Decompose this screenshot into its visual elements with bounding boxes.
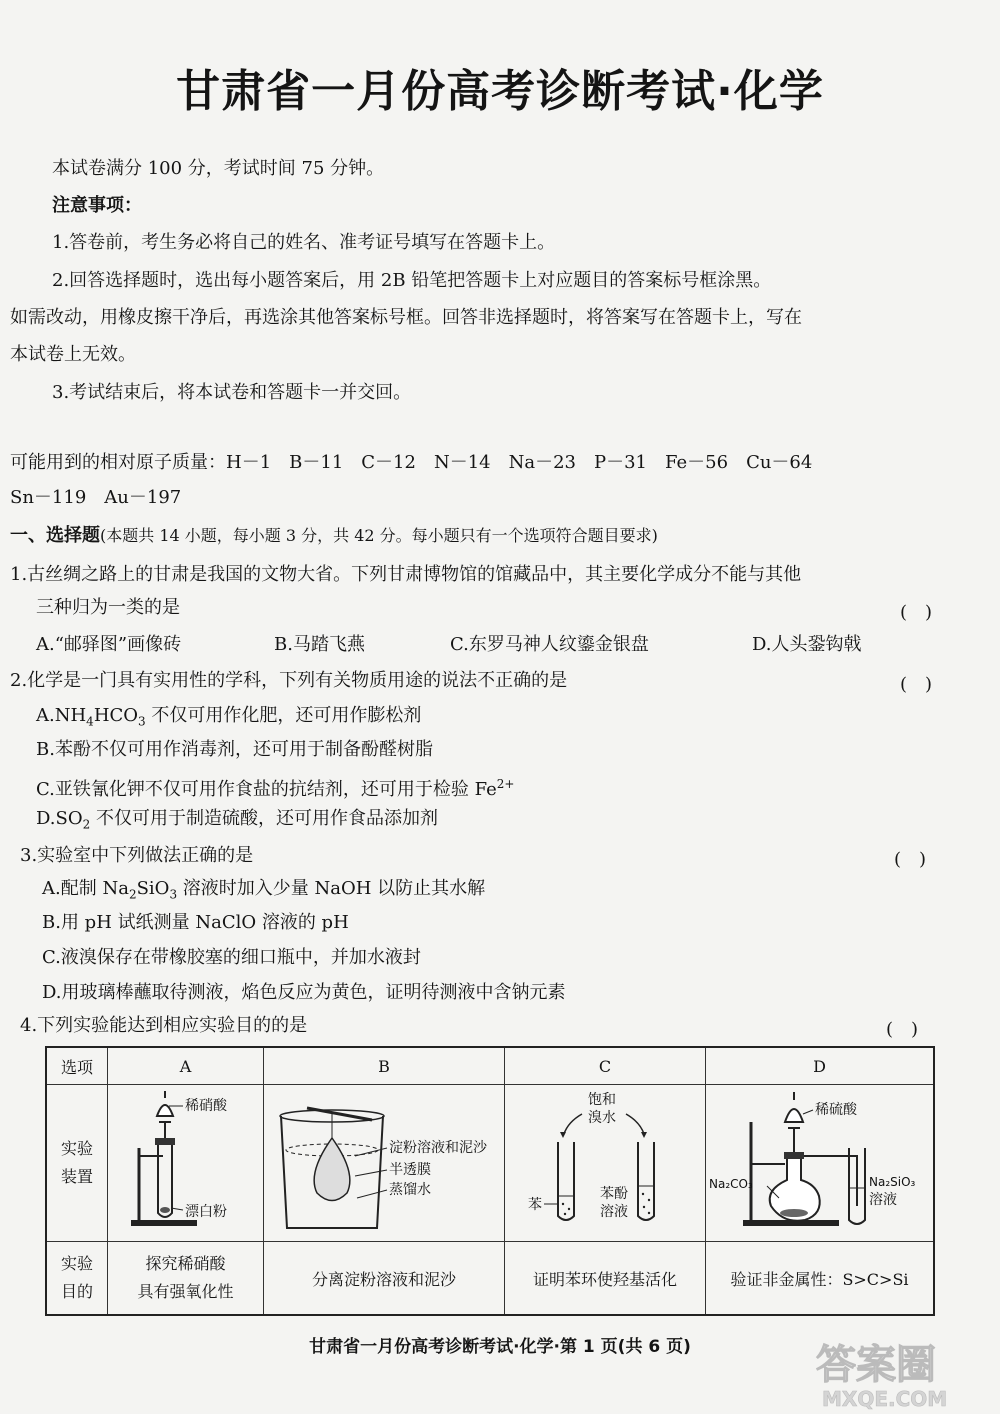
q1-answer-paren: ( ) bbox=[900, 602, 933, 623]
q3-option-a: A.配制 $Na_2SiO_3$ 溶液时加入少量 NaOH 以防止其水解 bbox=[42, 878, 486, 902]
q3-option-d: D.用玻璃棒蘸取待测液，焰色反应为黄色，证明待测液中含钠元素 bbox=[42, 982, 566, 1003]
svg-text:MXQE.COM: MXQE.COM bbox=[822, 1387, 948, 1411]
section-heading bbox=[10, 523, 658, 549]
aim-d: 验证非金属性：S>C>Si bbox=[706, 1242, 935, 1316]
apparatus-c-drawing bbox=[508, 1088, 703, 1238]
q3-stem: 3.实验室中下列做法正确的是 bbox=[20, 845, 254, 866]
q4-stem: 4.下列实验能达到相应实验目的的是 bbox=[20, 1015, 308, 1036]
q2-option-d: $D.SO_2$ 不仅可用于制造硫酸，还可用作食品添加剂 bbox=[36, 808, 438, 832]
row-label-apparatus: 实验 装置 bbox=[46, 1085, 108, 1242]
apparatus-d bbox=[706, 1085, 935, 1242]
table-header-a: A bbox=[108, 1047, 264, 1085]
atomic-masses-line-1: 可能用到的相对原子质量：H－1 B－11 C－12 N－14 Na－23 P－31 Fe－56 Cu－64 bbox=[10, 452, 813, 473]
table-header-b: B bbox=[264, 1047, 505, 1085]
label-sodium-carbonate: Na₂CO₃ bbox=[709, 1177, 753, 1191]
table-header-option: 选项 bbox=[46, 1047, 108, 1085]
label-bleaching-powder: 漂白粉 bbox=[184, 1204, 227, 1220]
apparatus-b bbox=[264, 1085, 505, 1242]
aim-a: 探究稀硝酸 具有强氧化性 bbox=[108, 1242, 264, 1316]
notice-heading: 注意事项： bbox=[52, 195, 142, 216]
intro-text: 本试卷满分 100 分，考试时间 75 分钟。 bbox=[52, 158, 385, 179]
apparatus-a-drawing bbox=[111, 1088, 261, 1238]
q3-option-b: B.用 pH 试纸测量 NaClO 溶液的 pH bbox=[42, 912, 349, 933]
label-solution-d: 溶液 bbox=[869, 1192, 897, 1208]
notice-item-2-line-2: 如需改动，用橡皮擦干净后，再选涂其他答案标号框。回答非选择题时，将答案写在答题卡上，写在 bbox=[10, 307, 802, 328]
notice-item-2-line-1: 2.回答选择题时，选出每小题答案后，用 2B 铅笔把答题卡上对应题目的答案标号框涂黑。 bbox=[52, 270, 772, 291]
aim-c: 证明苯环使羟基活化 bbox=[505, 1242, 706, 1316]
notice-item-2-line-3: 本试卷上无效。 bbox=[10, 344, 136, 365]
apparatus-a bbox=[108, 1085, 264, 1242]
label-sodium-silicate: Na₂SiO₃ bbox=[869, 1175, 916, 1189]
watermark-logo bbox=[808, 1334, 993, 1412]
label-saturated: 饱和 bbox=[587, 1092, 616, 1108]
table-header-c: C bbox=[505, 1047, 706, 1085]
q1-stem-line-1: 1.古丝绸之路上的甘肃是我国的文物大省。下列甘肃博物馆的馆藏品中，其主要化学成分不能与其他 bbox=[10, 564, 802, 585]
q2-option-c: C.亚铁氰化钾不仅可用作食盐的抗结剂，还可用于检验 $Fe^{2+}$ bbox=[36, 777, 515, 800]
q2-option-b: B.苯酚不仅可用作消毒剂，还可用于制备酚醛树脂 bbox=[36, 739, 433, 760]
apparatus-c bbox=[505, 1085, 706, 1242]
experiment-table bbox=[45, 1046, 935, 1316]
q1-option-a: A.“邮驿图”画像砖 bbox=[36, 634, 182, 655]
section-description: (本题共 14 小题，每小题 3 分，共 42 分。每小题只有一个选项符合题目要求) bbox=[100, 526, 658, 545]
row-label-aim: 实验 目的 bbox=[46, 1242, 108, 1316]
label-bromine-water: 溴水 bbox=[587, 1110, 616, 1126]
q1-option-c: C.东罗马神人纹鎏金银盘 bbox=[450, 634, 649, 655]
page-title: 甘肃省一月份高考诊断考试·化学 bbox=[176, 66, 824, 117]
q1-stem-line-2: 三种归为一类的是 bbox=[36, 597, 180, 618]
label-dilute-nitric-acid: 稀硝酸 bbox=[184, 1098, 227, 1114]
label-distilled-water: 蒸馏水 bbox=[388, 1182, 431, 1198]
q1-option-d: D.人头銎钩戟 bbox=[752, 634, 862, 655]
q3-option-c: C.液溴保存在带橡胶塞的细口瓶中，并加水液封 bbox=[42, 947, 421, 968]
label-benzene: 苯 bbox=[527, 1197, 542, 1213]
q2-answer-paren: ( ) bbox=[900, 674, 933, 695]
label-semipermeable: 半透膜 bbox=[388, 1162, 431, 1178]
table-header-d: D bbox=[706, 1047, 935, 1085]
q2-stem: 2.化学是一门具有实用性的学科，下列有关物质用途的说法不正确的是 bbox=[10, 670, 568, 691]
label-dilute-sulfuric-acid: 稀硫酸 bbox=[815, 1102, 857, 1118]
atomic-masses-line-2: Sn－119 Au－197 bbox=[10, 487, 182, 508]
section-title: 一、选择题 bbox=[10, 525, 100, 546]
label-starch-sand: 淀粉溶液和泥沙 bbox=[388, 1140, 487, 1156]
q1-option-b: B.马踏飞燕 bbox=[274, 634, 365, 655]
page-footer: 甘肃省一月份高考诊断考试·化学·第 1 页(共 6 页) bbox=[309, 1337, 691, 1357]
label-phenol: 苯酚 bbox=[599, 1186, 628, 1202]
label-solution-c: 溶液 bbox=[599, 1204, 628, 1220]
q3-answer-paren: ( ) bbox=[894, 849, 927, 870]
q2-option-a: $A.NH_4HCO_3$ 不仅可用作化肥，还可用作膨松剂 bbox=[36, 705, 422, 729]
apparatus-b-drawing bbox=[267, 1088, 502, 1238]
aim-b: 分离淀粉溶液和泥沙 bbox=[264, 1242, 505, 1316]
notice-item-3: 3.考试结束后，将本试卷和答题卡一并交回。 bbox=[52, 382, 412, 403]
notice-item-1: 1.答卷前，考生务必将自己的姓名、准考证号填写在答题卡上。 bbox=[52, 232, 556, 253]
q4-answer-paren: ( ) bbox=[886, 1019, 919, 1040]
svg-text:答案圈: 答案圈 bbox=[816, 1342, 936, 1388]
apparatus-d-drawing bbox=[707, 1088, 932, 1238]
